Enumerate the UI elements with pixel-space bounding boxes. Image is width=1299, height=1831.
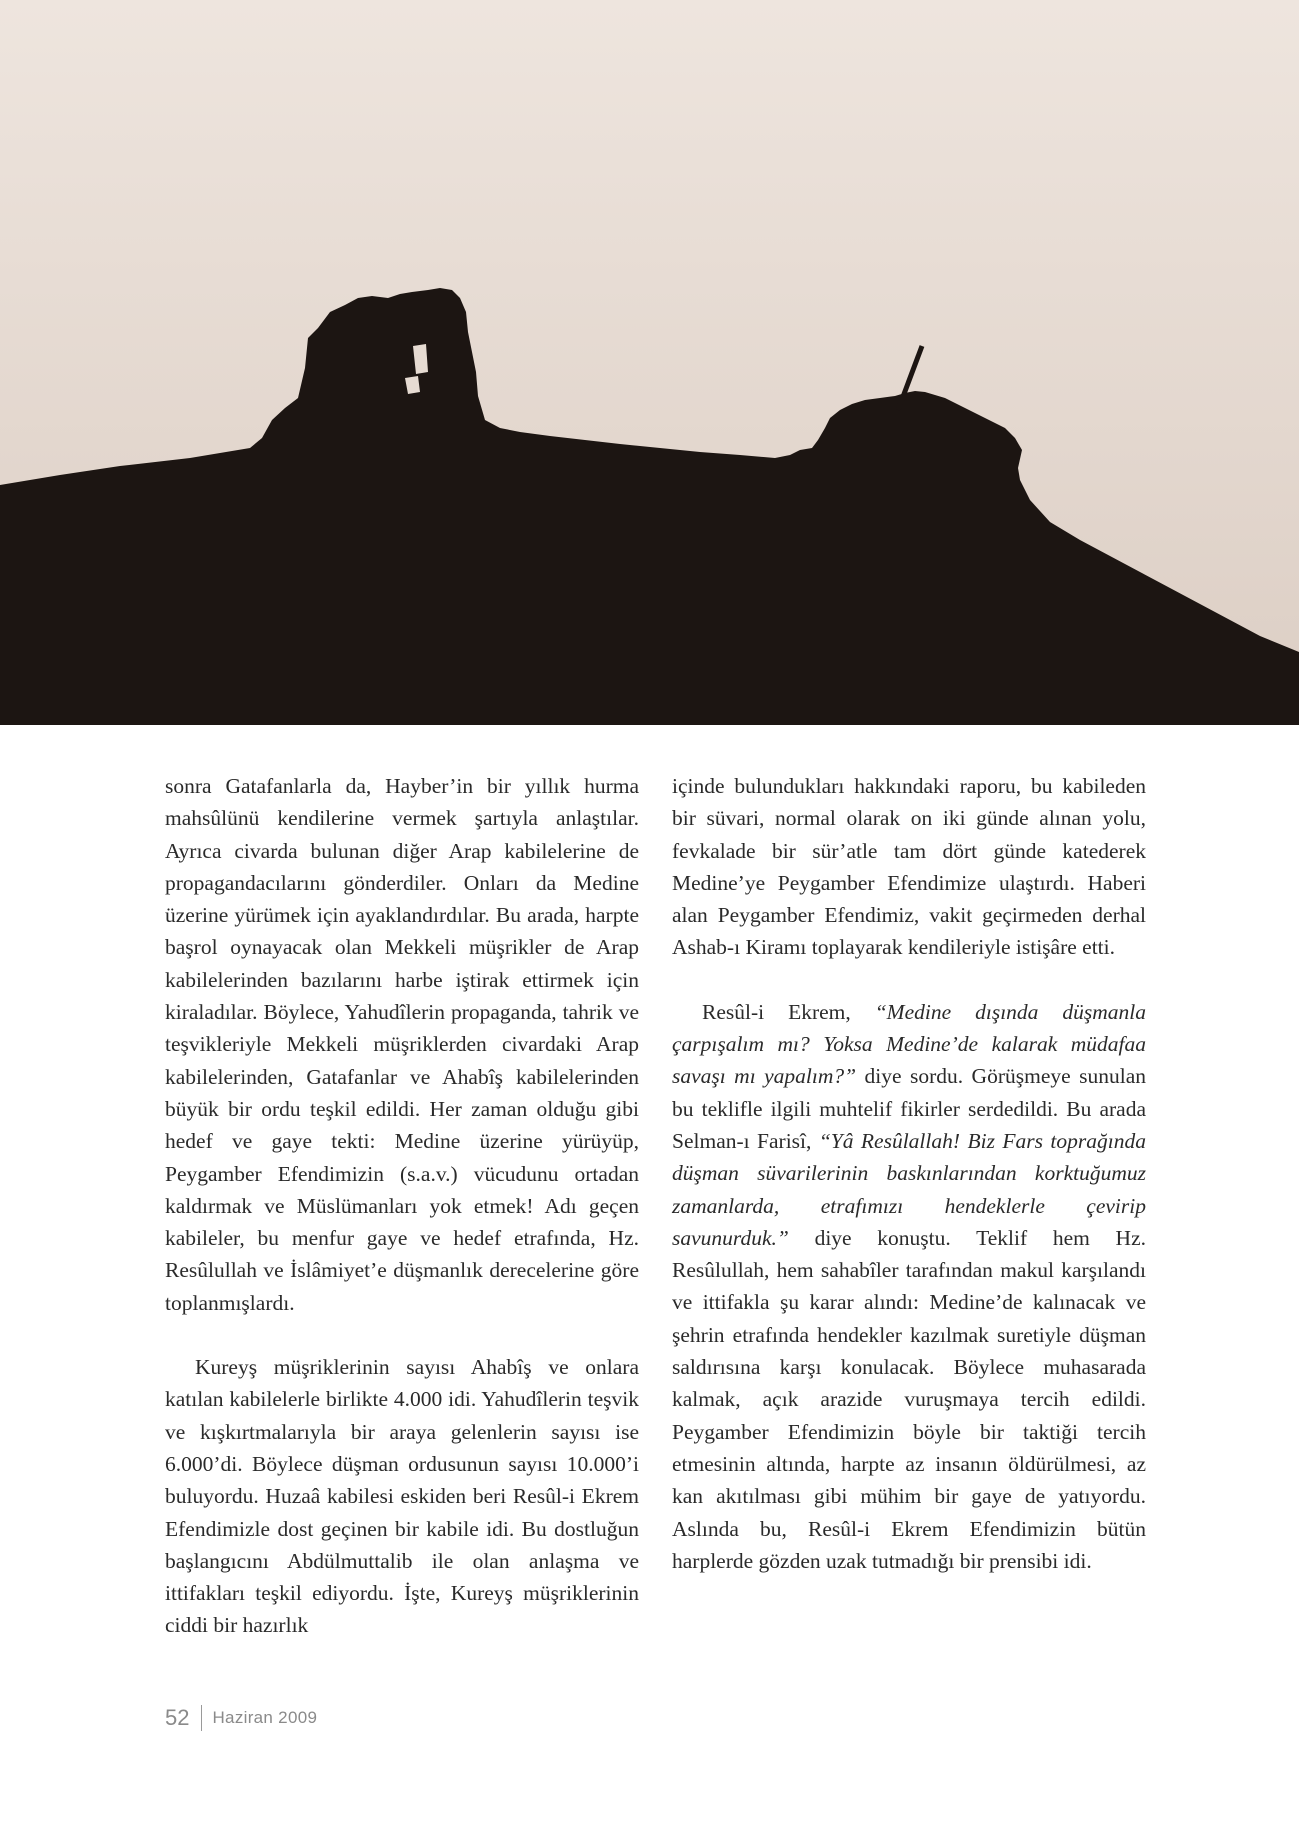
article-paragraph: Kureyş müşriklerinin sayısı Ahabîş ve onlara katılan kabilelerle birlikte 4.000 idi. Yahudîlerin teşvik ve kışkırtmalarıyla bir araya gelenlerin sayısı ise 6.000’di. Böylece düşman ordusunun sayısı 10.000’i buluyordu. Huzaâ kabilesi eskiden beri Resûl-i Ekrem Efendimizle dost geçinen bir kabile idi. Bu dostluğun başlangıcını Abdülmuttalib ile olan anlaşma ve ittifakları teşkil ediyordu. İşte, Kureyş müşriklerinin ciddi bir hazırlık <box>165 1355 639 1638</box>
paragraph-text: Resûl-i Ekrem, <box>702 999 875 1024</box>
issue-date: Haziran 2009 <box>212 1708 318 1727</box>
article-paragraph: sonra Gatafanlarla da, Hayber’in bir yıllık hurma mahsûlünü kendilerine vermek şartıyla anlaştılar. Ayrıca civarda bulunan diğer Arap kabilelerine de propagandacılarını gönderdiler. Onları da Medine üzerine yürümek için ayaklandırdılar. Bu arada, harpte başrol oynayacak olan Mekkeli müşrikler de Arap kabilelerinden bazılarını harbe iştirak ettirmek için kiraladılar. Böylece, Yahudîlerin propaganda, tahrik ve teşvikleriyle Mekkeli müşriklerden civardaki Arap kabilelerinden, Gatafanlar ve Ahabîş kabilelerinden büyük bir ordu teşkil edildi. Her zaman olduğu gibi hedef ve gaye tekti: Medine üzerine yürüyüp, Peygamber Efendimizin (s.a.v.) vücudunu ortadan kaldırmak ve Müslümanları yok etmek! Adı geçen kabileler, bu menfur gaye ve hedef etrafında, Hz. Resûlullah ve İslâmiyet’e düşmanlık derecelerine göre toplanmışlardı. <box>165 774 639 1315</box>
footer-divider <box>201 1705 202 1731</box>
page-number: 52 <box>165 1705 190 1730</box>
paragraph-text: diye sordu. Görüşmeye sunulan bu teklifle ilgili muhtelif fikirler serdedildi. Bu arada Selman-ı Farisî, <box>672 1064 1146 1153</box>
left-text-column <box>165 770 639 1642</box>
article-paragraph <box>672 996 1146 1577</box>
header-photo <box>0 0 1299 725</box>
quoted-question: “Medine dışında düşmanla çarpışalım mı? Yoksa Medine’de kalarak müdafaa savaşı mı yapalım?” <box>672 999 1146 1089</box>
fortress-ruins-silhouette-image <box>0 0 1299 725</box>
paragraph-text: diye konuştu. Teklif hem Hz. Resûlullah, hem sahabîler tarafından makul karşılandı ve ittifakla şu karar alındı: Medine’de kalınacak ve şehrin etrafında hendekler kazılmak suretiyle düşman saldırısına karşı konulacak. Böylece muhasarada kalmak, açık arazide vuruşmaya tercih edildi. Peygamber Efendimizin böyle bir taktiği tercih etmesinin altında, harpte az insanın öldürülmesi, az kan akıtılması gibi mühim bir gaye de yatıyordu. Aslında bu, Resûl-i Ekrem Efendimizin bütün harplerde gözden uzak tutmadığı bir prensibi idi. <box>672 1225 1146 1573</box>
page-footer <box>165 1705 317 1731</box>
article-paragraph: içinde bulundukları hakkındaki raporu, bu kabileden bir süvari, normal olarak on iki günde alınan yolu, fevkalade bir sür’atle tam dört günde katederek Medine’ye Peygamber Efendimize ulaştırdı. Haberi alan Peygamber Efendimiz, vakit geçirmeden derhal Ashab-ı Kiramı toplayarak kendileriyle istişâre etti. <box>672 774 1146 960</box>
quoted-statement: “Yâ Resûlallah! Biz Fars toprağında düşman süvarilerinin baskınlarından korktuğumuz zamanlarda, etrafımızı hendeklerle çevirip savunurduk.” <box>672 1128 1146 1250</box>
right-text-column <box>672 770 1146 1577</box>
